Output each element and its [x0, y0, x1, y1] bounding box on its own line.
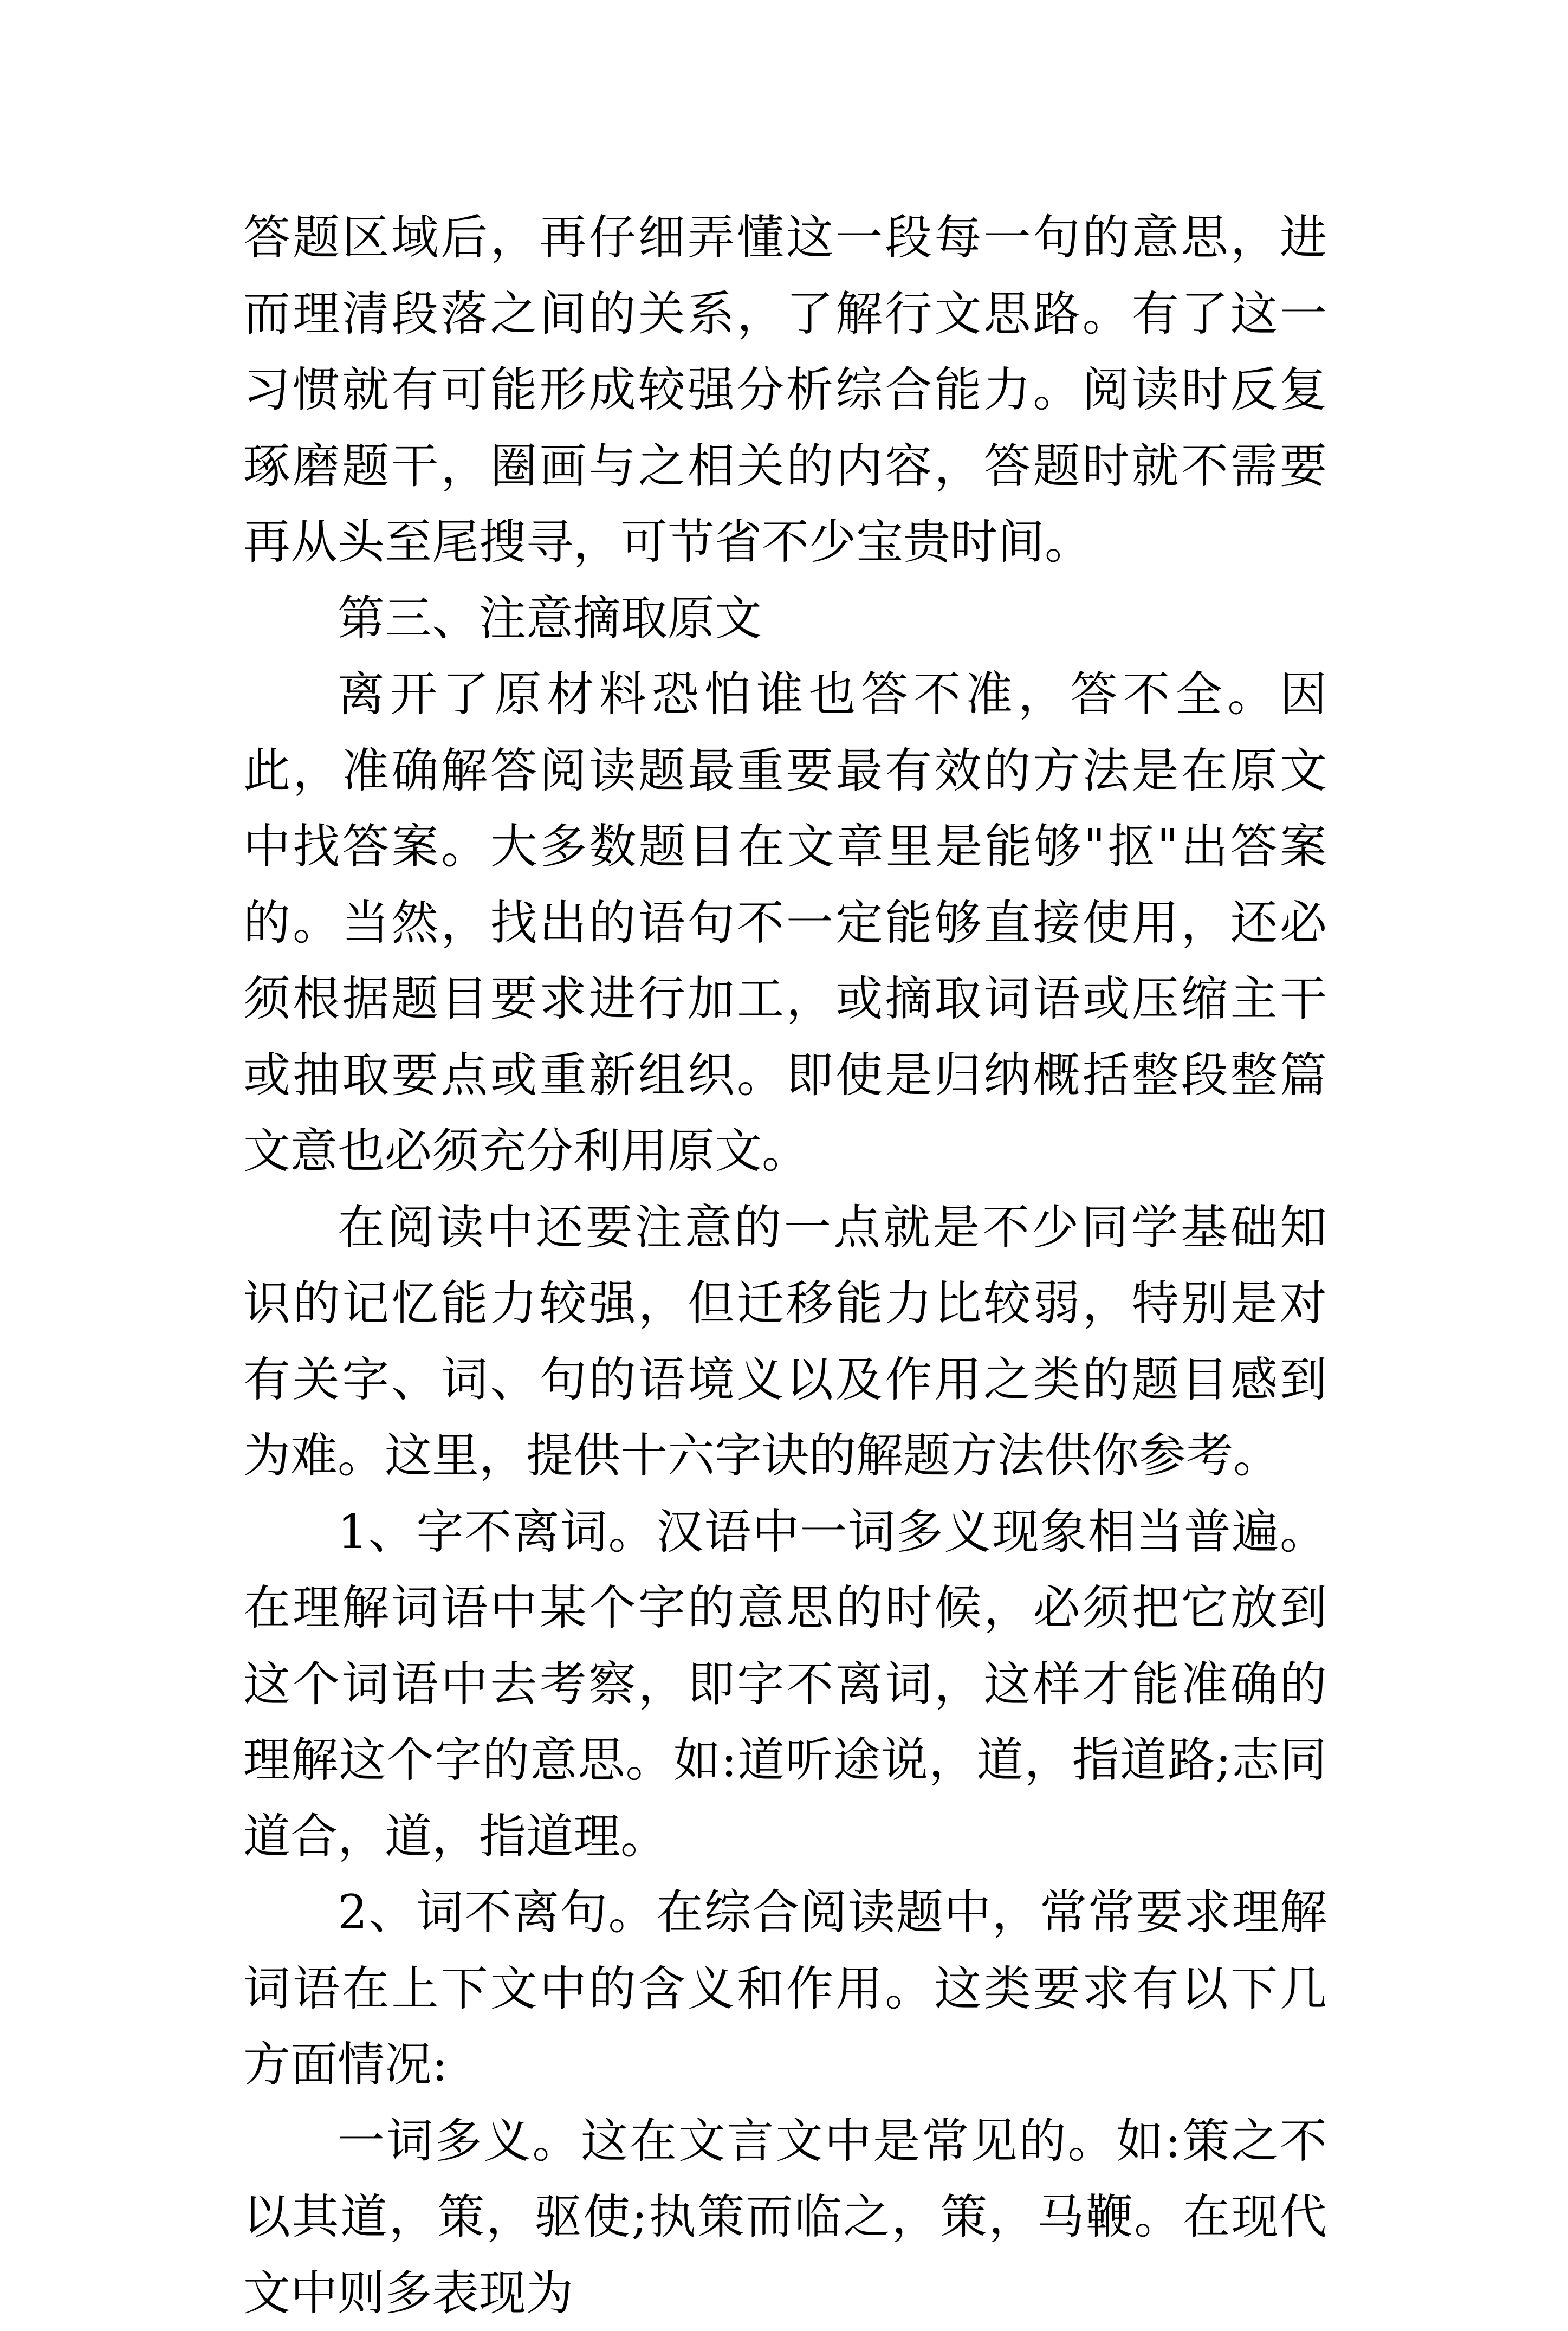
- section-heading: 第三、注意摘取原文: [243, 580, 1327, 657]
- paragraph-3: 在阅读中还要注意的一点就是不少同学基础知识的记忆能力较强，但迁移能力比较弱，特别是对有关字、词、句的语境义以及作用之类的题目感到为难。这里，提供十六字诀的解题方法供你参考。: [243, 1189, 1327, 1494]
- paragraph-4: 一词多义。这在文言文中是常见的。如:策之不以其道，策，驱使;执策而临之，策，马鞭。在现代文中则多表现为: [243, 2103, 1327, 2331]
- list-item-1: 1、字不离词。汉语中一词多义现象相当普遍。在理解词语中某个字的意思的时候，必须把它放到这个词语中去考察，即字不离词，这样才能准确的理解这个字的意思。如:道听途说，道，指道路;志同道合，道，指道理。: [243, 1494, 1327, 1875]
- paragraph-2: 离开了原材料恐怕谁也答不准，答不全。因此，准确解答阅读题最重要最有效的方法是在原文中找答案。大多数题目在文章里是能够"抠"出答案的。当然，找出的语句不一定能够直接使用，还必须根据题目要求进行加工，或摘取词语或压缩主干或抽取要点或重新组织。即使是归纳概括整段整篇文意也必须充分利用原文。: [243, 656, 1327, 1189]
- list-item-2: 2、词不离句。在综合阅读题中，常常要求理解词语在上下文中的含义和作用。这类要求有以下几方面情况:: [243, 1874, 1327, 2103]
- document-body: [243, 199, 1327, 2331]
- paragraph-1: 答题区域后，再仔细弄懂这一段每一句的意思，进而理清段落之间的关系，了解行文思路。有了这一习惯就有可能形成较强分析综合能力。阅读时反复琢磨题干，圈画与之相关的内容，答题时就不需要再从头至尾搜寻，可节省不少宝贵时间。: [243, 199, 1327, 580]
